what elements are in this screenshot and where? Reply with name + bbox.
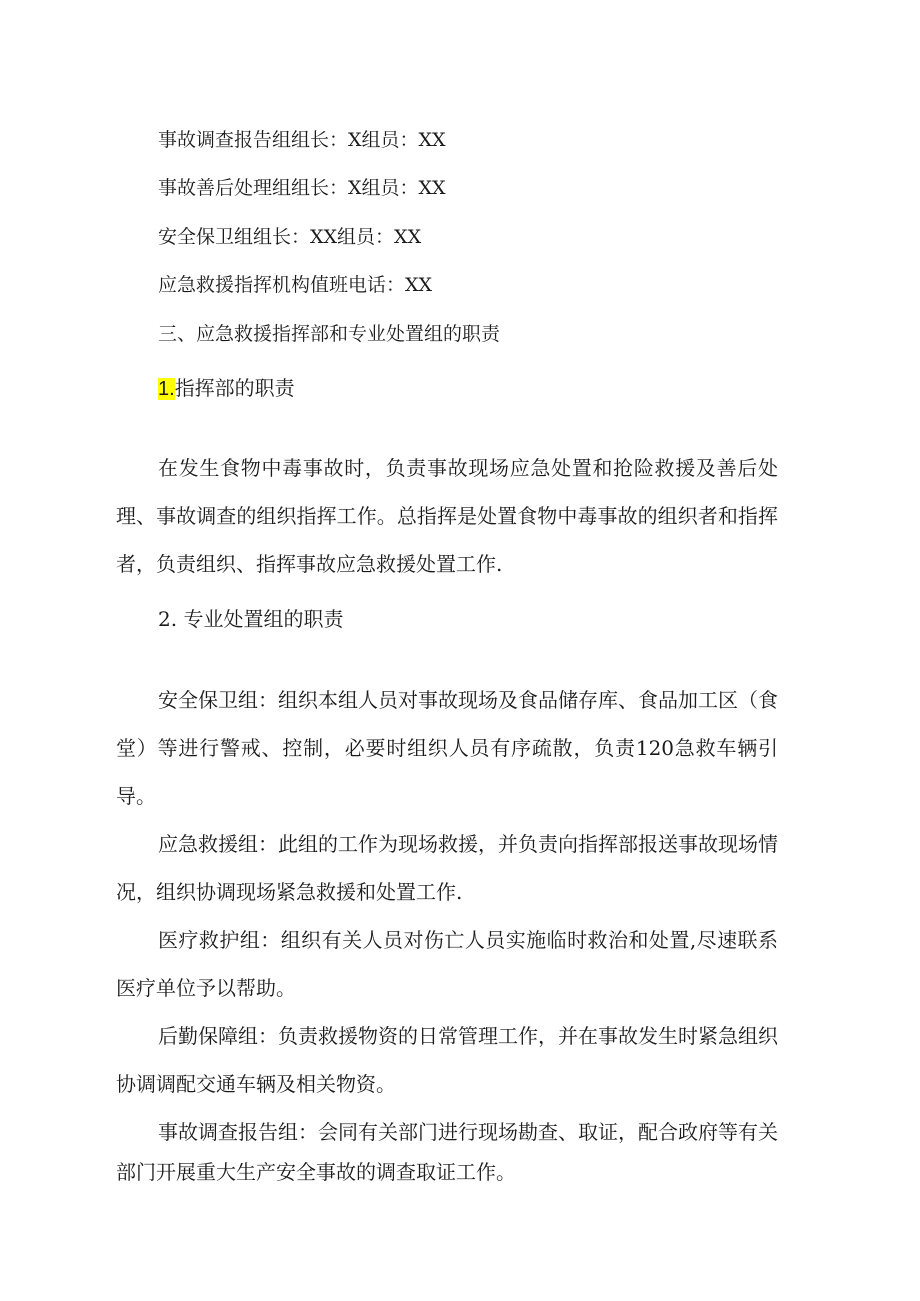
security-group-paragraph: 安全保卫组：组织本组人员对事故现场及食品储存库、食品加工区（食堂）等进行警戒、控制，必要时组织人员有序疏散，负责120急救车辆引导。 <box>116 688 778 808</box>
section-three-title: 三、应急救援指挥部和专业处置组的职责 <box>158 323 501 345</box>
roster-duty-phone: 应急救援指挥机构值班电话：XX <box>158 274 433 296</box>
roster-security-group: 安全保卫组组长：XX组员：XX <box>158 226 422 248</box>
rescue-group-paragraph: 应急救援组：此组的工作为现场救援，并负责向指挥部报送事故现场情况，组织协调现场紧急救援和处置工作. <box>116 832 778 904</box>
subsection-1-title: 指挥部的职责 <box>174 376 295 400</box>
highlighted-number: 1. <box>158 378 175 400</box>
investigation-group-paragraph: 事故调查报告组：会同有关部门进行现场勘查、取证，配合政府等有关部门开展重大生产安全事故的调查取证工作。 <box>116 1120 778 1184</box>
subsection-2-heading: 2. 专业处置组的职责 <box>158 607 344 631</box>
roster-investigation-group: 事故调查报告组组长：X组员：XX <box>158 129 446 151</box>
subsection-1-heading <box>158 376 295 401</box>
hq-duty-paragraph: 在发生食物中毒事故时，负责事故现场应急处置和抢险救援及善后处理、事故调查的组织指挥工作。总指挥是处置食物中毒事故的组织者和指挥者，负责组织、指挥事故应急救援处置工作. <box>116 456 778 576</box>
logistics-group-paragraph: 后勤保障组：负责救援物资的日常管理工作，并在事故发生时紧急组织协调调配交通车辆及相关物资。 <box>116 1024 778 1096</box>
medical-group-paragraph: 医疗救护组：组织有关人员对伤亡人员实施临时救治和处置,尽速联系医疗单位予以帮助。 <box>116 928 778 1000</box>
roster-aftermath-group: 事故善后处理组组长：X组员：XX <box>158 177 446 199</box>
